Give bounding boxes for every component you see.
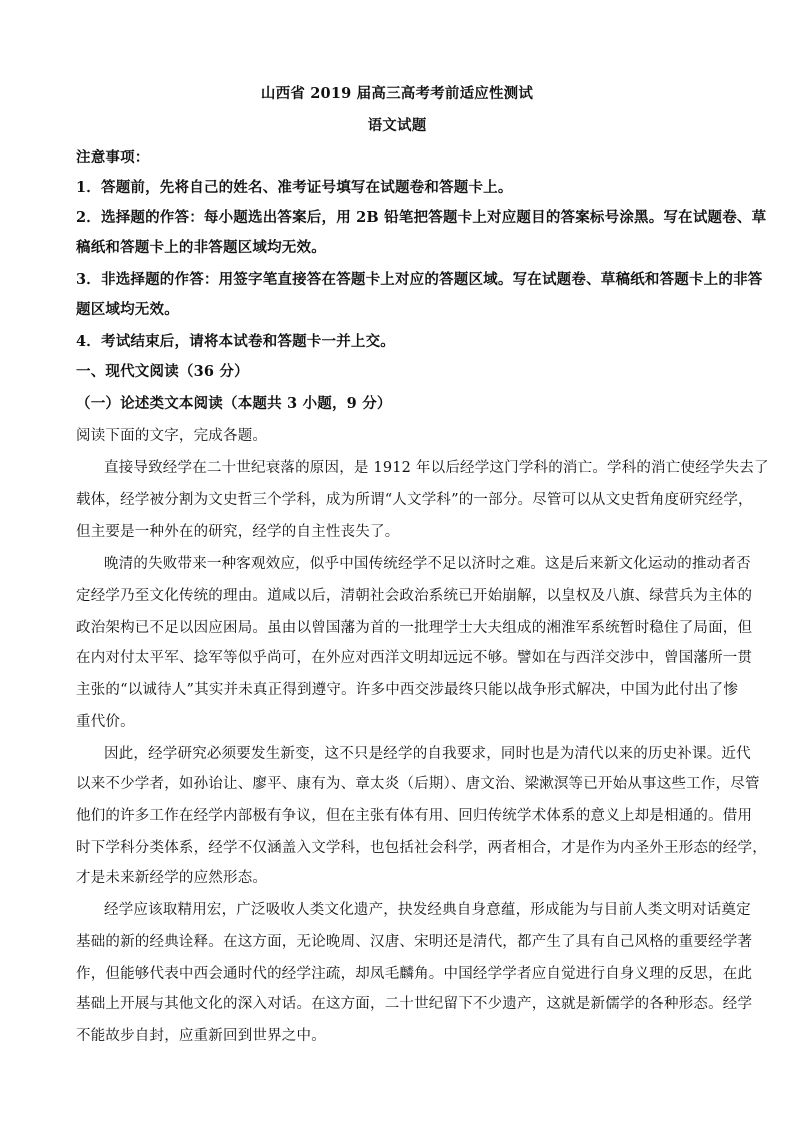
section-subheading: （一）论述类文本阅读（本题共 3 小题，9 分） — [76, 395, 392, 412]
notice-item-3: 3．非选择题的作答：用签字笔直接答在答题卡上对应的答题区域。写在试题卷、草稿纸和答题卡上的非答 — [76, 271, 763, 288]
passage-line-14: 才是未来新经学的应然形态。 — [76, 870, 268, 886]
passage-line-5: 定经学乃至文化传统的理由。道咸以后，清朝社会政治系统已开始崩解，以皇权及八旗、绿营兵为主体的 — [76, 588, 753, 604]
notice-item-2-cont: 稿纸和答题卡上的非答题区域均无效。 — [76, 239, 326, 256]
passage-line-18: 基础上开展与其他文化的深入对话。在这方面，二十世纪留下不少遗产，这就是新儒学的各种形态。经学 — [76, 996, 753, 1012]
notice-item-1: 1．答题前，先将自己的姓名、准考证号填写在试题卷和答题卡上。 — [76, 179, 513, 196]
passage-line-17: 作，但能够代表中西会通时代的经学注疏，却凤毛麟角。中国经学学者应自觉进行自身义理的反思，在此 — [76, 966, 753, 982]
section-heading: 一、现代文阅读（36 分） — [76, 363, 249, 380]
passage-line-11: 以来不少学者，如孙诒让、廖平、康有为、章太炎（后期）、唐文治、梁漱溟等已开始从事这些工作，尽管 — [76, 776, 760, 792]
passage-line-3: 但主要是一种外在的研究，经学的自主性丧失了。 — [76, 524, 400, 540]
passage-line-8: 主张的“以诚待人”其实并未真正得到遵守。许多中西交涉最终只能以战争形式解决，中国为此付出了惨 — [76, 682, 739, 698]
reading-instruction: 阅读下面的文字，完成各题。 — [76, 428, 268, 444]
passage-line-2: 载体，经学被分割为文史哲三个学科，成为所谓“人文学科”的一部分。尽管可以从文史哲角度研究经学， — [76, 492, 753, 508]
passage-line-1: 直接导致经学在二十世纪衰落的原因，是 1912 年以后经学这门学科的消亡。学科的消亡使经学失去了 — [104, 460, 769, 476]
passage-line-12: 他们的许多工作在经学内部极有争议，但在主张有体有用、回归传统学术体系的意义上却是相通的。借用 — [76, 808, 753, 824]
passage-line-9: 重代价。 — [76, 714, 135, 730]
notice-item-3-cont: 题区域均无效。 — [76, 301, 179, 318]
passage-line-16: 基础的新的经典诠释。在这方面，无论晚周、汉唐、宋明还是清代，都产生了具有自己风格的重要经学著 — [76, 934, 753, 950]
passage-line-10: 因此，经学研究必须要发生新变，这不只是经学的自我要求，同时也是为清代以来的历史补课。近代 — [104, 746, 751, 762]
passage-line-7: 在内对付太平军、捻军等似乎尚可，在外应对西洋文明却远远不够。譬如在与西洋交涉中，曾国藩所一贯 — [76, 650, 753, 666]
passage-line-19: 不能故步自封，应重新回到世界之中。 — [76, 1028, 326, 1044]
notice-heading: 注意事项： — [76, 149, 150, 166]
passage-line-15: 经学应该取精用宏，广泛吸收人类文化遗产，抉发经典自身意蕴，形成能为与目前人类文明对话奠定 — [104, 902, 751, 918]
passage-line-13: 时下学科分类体系，经学不仅涵盖入文学科，也包括社会科学，两者相合，才是作为内圣外王形态的经学， — [76, 840, 767, 856]
passage-line-4: 晚清的失败带来一种客观效应，似乎中国传统经学不足以济时之难。这是后来新文化运动的推动者否 — [104, 556, 751, 572]
passage-line-6: 政治架构已不足以因应困局。虽由以曾国藩为首的一批理学士大夫组成的湘淮军系统暂时稳住了局面，但 — [76, 620, 753, 636]
notice-item-4: 4．考试结束后，请将本试卷和答题卡一并上交。 — [76, 333, 395, 350]
document-title: 山西省 2019 届高三高考考前适应性测试 — [260, 85, 534, 102]
document-subtitle: 语文试题 — [367, 117, 427, 134]
notice-item-2: 2．选择题的作答：每小题选出答案后，用 2B 铅笔把答题卡上对应题目的答案标号涂黑。写在试题卷、草 — [76, 209, 767, 226]
